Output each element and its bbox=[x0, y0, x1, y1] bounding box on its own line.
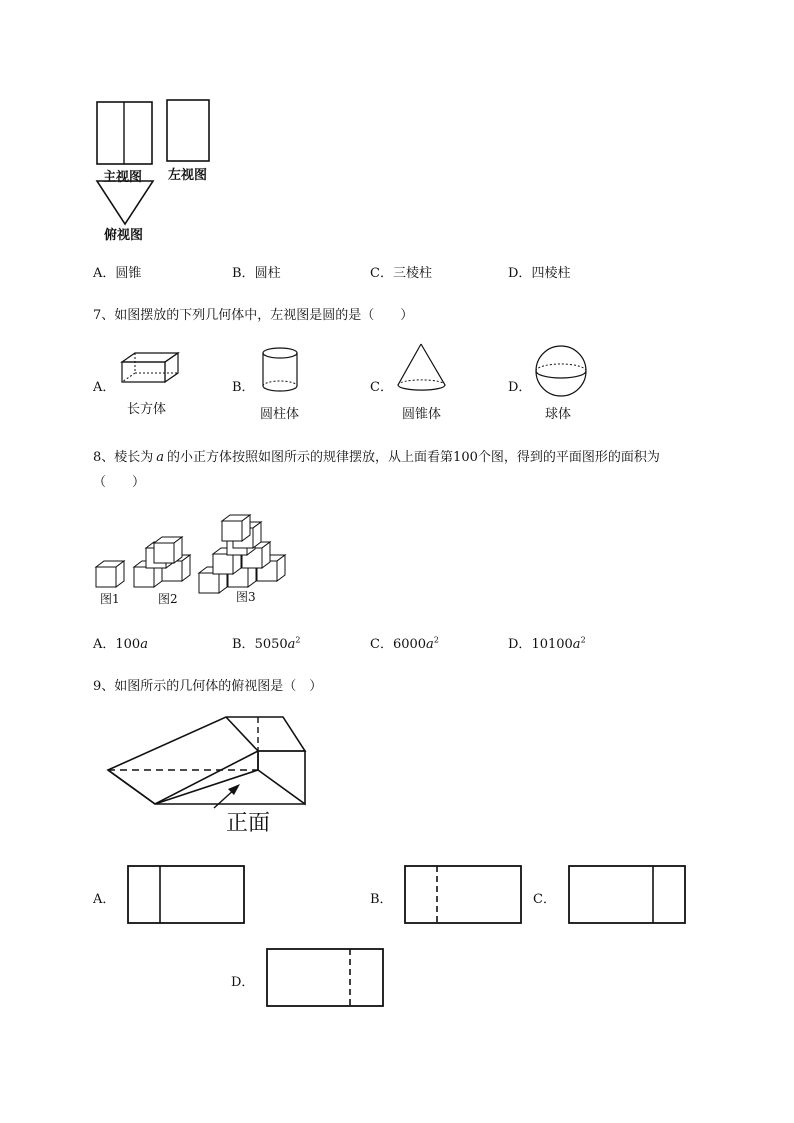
q7-option-b-caption: 圆柱体 bbox=[260, 407, 300, 422]
q6-top-view-label: 俯视图 bbox=[104, 228, 144, 243]
q6-left-view-label: 左视图 bbox=[168, 168, 208, 183]
q6-front-view-label: 主视图 bbox=[103, 170, 143, 185]
q9-option-a-letter[interactable]: A． bbox=[93, 892, 116, 907]
q7-stem: 7、如图摆放的下列几何体中，左视图是圆的是（ ） bbox=[93, 308, 414, 323]
q7-option-a-letter[interactable]: A． bbox=[93, 380, 116, 395]
q9-option-d-letter[interactable]: D． bbox=[231, 975, 255, 990]
q7-option-c-letter[interactable]: C． bbox=[370, 380, 393, 395]
q9-option-c-letter[interactable]: C． bbox=[533, 892, 556, 907]
q7-option-d-caption: 球体 bbox=[545, 407, 572, 422]
q9-front-label: 正面 bbox=[226, 811, 271, 836]
q9-stem: 9、如图所示的几何体的俯视图是（ ） bbox=[93, 679, 323, 694]
q7-option-b-letter[interactable]: B． bbox=[232, 380, 255, 395]
q7-option-c-caption: 圆锥体 bbox=[402, 407, 442, 422]
q8-option-c[interactable]: C．$6000a^2$ bbox=[370, 635, 439, 652]
q6-option-c[interactable]: C．三棱柱 bbox=[370, 266, 432, 281]
q6-option-d[interactable]: D．四棱柱 bbox=[508, 266, 571, 281]
q8-stem: 8、棱长为 a 的小正方体按照如图所示的规律摆放，从上面看第100个图，得到的平面图形的面积为 （ ） bbox=[93, 450, 660, 490]
q8-option-b[interactable]: B．$5050a^2$ bbox=[232, 635, 301, 652]
q7-option-a-caption: 长方体 bbox=[127, 402, 167, 417]
q8-option-d[interactable]: D．$10100a^2$ bbox=[508, 635, 586, 652]
q8-figure-3-label: 图3 bbox=[236, 590, 256, 604]
q7-option-d-letter[interactable]: D． bbox=[508, 380, 532, 395]
q8-figure-1-label: 图1 bbox=[100, 592, 120, 606]
q8-option-a[interactable]: A．100a bbox=[93, 637, 148, 652]
q6-option-b[interactable]: B．圆柱 bbox=[232, 266, 281, 281]
q6-option-a[interactable]: A．圆锥 bbox=[93, 266, 142, 281]
q9-option-b-letter[interactable]: B． bbox=[370, 892, 393, 907]
q8-figure-2-label: 图2 bbox=[158, 592, 178, 606]
